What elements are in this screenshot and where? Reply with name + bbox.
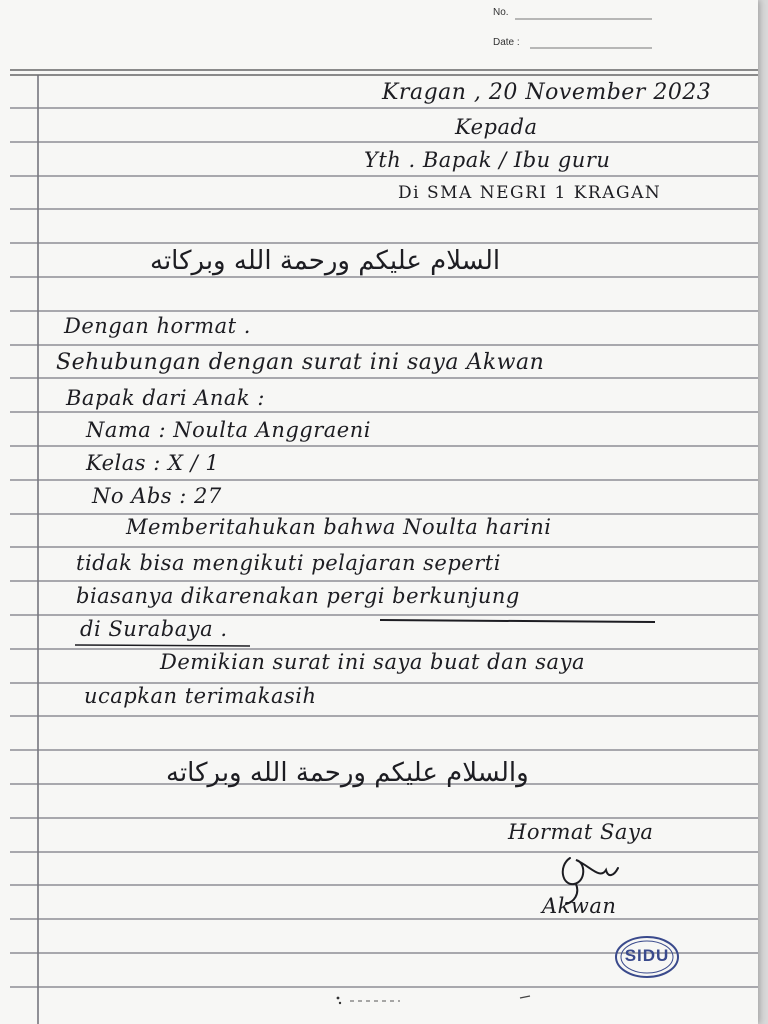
bottom-smudge <box>330 992 560 1008</box>
paragraph-line-3: biasanya dikarenakan pergi berkunjung <box>76 584 520 608</box>
to-line: Kepada <box>455 115 538 139</box>
body-line-2: Bapak dari Anak : <box>66 386 265 410</box>
opening-greeting-arabic: السلام عليكم ورحمة الله وبركاته <box>150 246 501 276</box>
sidu-logo-text: SIDU <box>624 946 670 965</box>
paragraph-line-1: Memberitahukan bahwa Noulta harini <box>126 515 552 539</box>
salutation: Dengan hormat . <box>64 314 251 338</box>
underline-stroke-2 <box>75 645 250 646</box>
rule-group <box>10 108 758 987</box>
signer-name: Akwan <box>542 894 617 918</box>
paragraph-line-2: tidak bisa mengikuti pelajaran seperti <box>76 551 501 575</box>
closing-line-2: ucapkan terimakasih <box>84 684 317 708</box>
body-line-1: Sehubungan dengan surat ini saya Akwan <box>56 350 545 375</box>
header-date-label: Date : <box>493 37 520 48</box>
student-class: Kelas : X / 1 <box>86 451 220 475</box>
school-line: Di SMA NEGRI 1 KRAGAN <box>398 183 662 203</box>
closing-line-1: Demikian surat ini saya buat dan saya <box>160 650 585 674</box>
place-date: Kragan , 20 November 2023 <box>382 80 712 105</box>
student-absent-number: No Abs : 27 <box>92 484 222 508</box>
sidu-logo <box>614 935 680 979</box>
student-name: Nama : Noulta Anggraeni <box>86 418 371 442</box>
regards: Hormat Saya <box>508 820 654 844</box>
closing-greeting-arabic: والسلام عليكم ورحمة الله وبركاته <box>166 758 529 788</box>
underline-stroke <box>380 620 655 622</box>
recipient-line: Yth . Bapak / Ibu guru <box>364 148 611 172</box>
header-no-label: No. <box>493 7 509 18</box>
paragraph-line-4: di Surabaya . <box>80 617 228 641</box>
